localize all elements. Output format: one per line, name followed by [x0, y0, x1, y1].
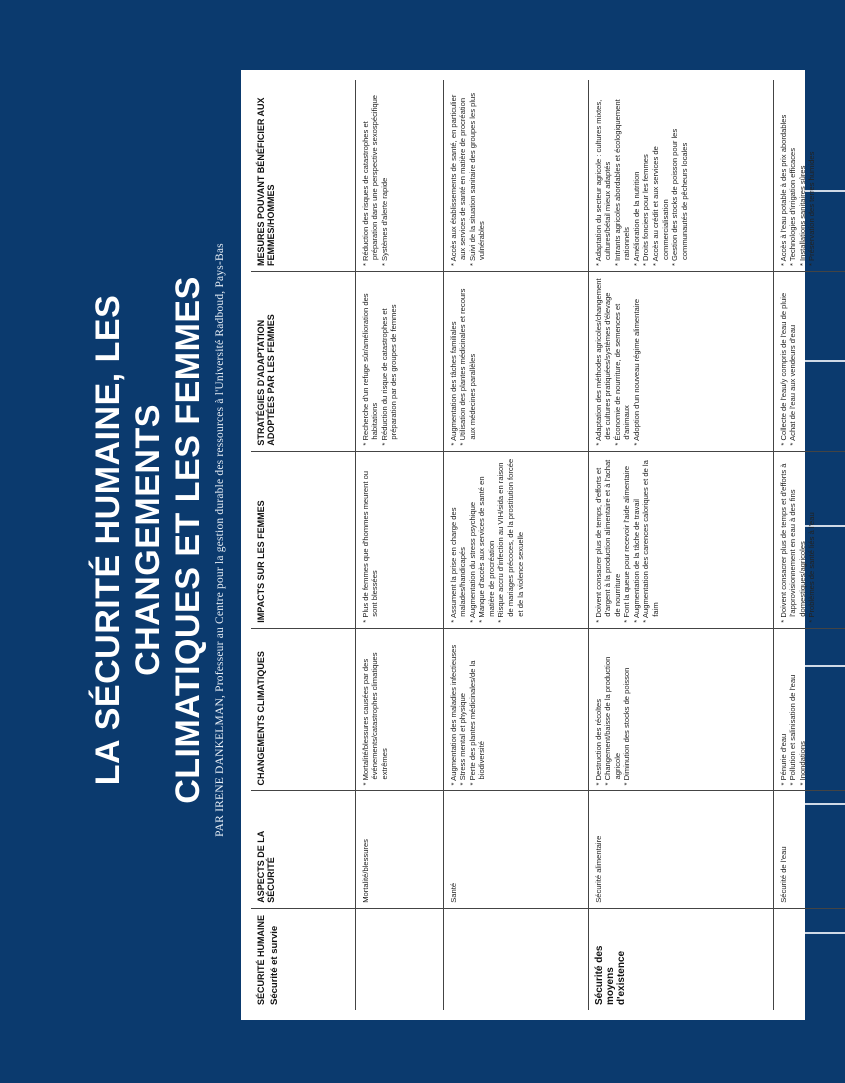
- list-item: * Accès aux établissements de santé, en particulier aux services de santé en matière de procréation: [449, 85, 468, 266]
- climate-list: [449, 634, 487, 786]
- header-strategies: STRATÉGIES D'ADAPTATION ADOPTÉES PAR LES FEMMES: [251, 272, 355, 452]
- list-item: * Recherche d'un refuge sûr/amélioration des habitations: [361, 277, 380, 446]
- list-item: * Problèmes de santé liés à l'eau: [807, 457, 817, 623]
- row-group-cell: Sécurité des moyens d'existence: [588, 908, 773, 1010]
- climate-cell: [355, 628, 443, 791]
- measures-list: [594, 85, 690, 266]
- strategies-cell: [773, 272, 845, 452]
- list-item: * Accès au crédit et aux services de commercialisation: [651, 85, 670, 266]
- climate-cell: [773, 628, 845, 791]
- list-item: * Perte des plantes médicinales/de la biodiversité: [468, 634, 487, 786]
- header-impacts: IMPACTS SUR LES FEMMES: [251, 451, 355, 628]
- list-item: * Font la queue pour recevoir l'aide alimentaire: [622, 457, 632, 623]
- impacts-list: [594, 457, 661, 623]
- page-title-line2: CLIMATIQUES ET LES FEMMES: [169, 276, 207, 804]
- climate-cell: [588, 628, 773, 791]
- measures-cell: [355, 80, 443, 272]
- list-item: * Adoption d'un nouveau régime alimentaire: [632, 277, 642, 446]
- impacts-list: [779, 457, 817, 623]
- byline: PAR IRENE DANKELMAN, Professeur au Centre pour la gestion durable des ressources à l'Université Radboud, Pays-Bas: [214, 243, 226, 837]
- strategies-list: [449, 277, 478, 446]
- table-row: [773, 80, 845, 1010]
- list-item: * Technologies d'irrigation efficaces: [788, 85, 798, 266]
- measures-cell: [773, 80, 845, 272]
- header-measures: MESURES POUVANT BÉNÉFICIER AUX FEMMES/HOMMES: [251, 80, 355, 272]
- aspect-cell: Sécurité alimentaire: [588, 791, 773, 908]
- strategies-list: [779, 277, 798, 446]
- list-item: * Réduction des risques de catastrophes et préparation dans une perspective sexospécifique: [361, 85, 380, 266]
- list-item: * Doivent consacrer plus de temps et d'efforts à l'approvisionnement en eau à des fins domestiques/agricoles: [779, 457, 808, 623]
- list-item: * Augmentation des maladies infectieuses: [449, 634, 459, 786]
- list-item: * Accès à l'eau potable à des prix abordables: [779, 85, 789, 266]
- header-col1-sub: Sécurité et survie: [269, 925, 280, 1005]
- table-row: [588, 80, 773, 1010]
- list-item: * Droits fonciers pour les femmes: [641, 85, 651, 266]
- strategies-cell: [355, 272, 443, 452]
- impacts-cell: [443, 451, 588, 628]
- list-item: * Intrants agricoles abordables et écologiquement rationnels: [613, 85, 632, 266]
- list-item: * Changement/baisse de la production agricole: [603, 634, 622, 786]
- list-item: * Installations sanitaires sûres: [798, 85, 808, 266]
- list-item: * Collecte de l'eau/y compris de l'eau de pluie: [779, 277, 789, 446]
- climate-list: [361, 634, 390, 786]
- impacts-cell: [773, 451, 845, 628]
- aspect-cell: Sécurité de l'eau: [773, 791, 845, 908]
- table-row: [443, 80, 588, 1010]
- list-item: * Plus de femmes que d'hommes meurent ou sont blessées: [361, 457, 380, 623]
- list-item: * Augmentation des tâches familiales: [449, 277, 459, 446]
- list-item: * Utilisation des plantes médicinales et recours aux médecines parallèles: [458, 277, 477, 446]
- list-item: * Amélioration de la nutrition: [632, 85, 642, 266]
- list-item: * Pollution et salinisation de l'eau: [788, 634, 798, 786]
- header-climate-change: CHANGEMENTS CLIMATIQUES: [251, 628, 355, 791]
- row-group-cell: [443, 908, 588, 1010]
- list-item: * Gestion des stocks de poisson pour les communautés de pêcheurs locales: [670, 85, 689, 266]
- impacts-list: [361, 457, 380, 623]
- impacts-list: [449, 457, 526, 623]
- list-item: * Manque d'accès aux services de santé en matière de procréation: [477, 457, 496, 623]
- content-panel: [241, 70, 817, 1020]
- list-item: * Suivi de la situation sanitaire des groupes les plus vulnérables: [468, 85, 487, 266]
- list-item: * Augmentation du stress psychique: [468, 457, 478, 623]
- security-table: [251, 80, 845, 1010]
- table-header-row: [251, 80, 355, 1010]
- list-item: * Augmentation de la tâche de travail: [632, 457, 642, 623]
- list-item: * Inondations: [798, 634, 808, 786]
- strategies-list: [361, 277, 399, 446]
- aspect-cell: Mortalité/blessures: [355, 791, 443, 908]
- list-item: * Préservation des terres humides: [807, 85, 817, 266]
- table-wrapper: [241, 70, 817, 1020]
- measures-list: [779, 85, 817, 266]
- list-item: * Destruction des récoltes: [594, 634, 604, 786]
- impacts-cell: [588, 451, 773, 628]
- strategies-list: [594, 277, 642, 446]
- impacts-cell: [355, 451, 443, 628]
- measures-list: [361, 85, 390, 266]
- list-item: * Augmentation des carences caloriques et de la faim: [641, 457, 660, 623]
- climate-list: [594, 634, 632, 786]
- header-human-security: [251, 908, 355, 1010]
- measures-list: [449, 85, 487, 266]
- list-item: * Doivent consacrer plus de temps, d'efforts et d'argent à la production alimentaire et à l'achat de nourriture: [594, 457, 623, 623]
- list-item: * Diminution des stocks de poisson: [622, 634, 632, 786]
- measures-cell: [588, 80, 773, 272]
- list-item: * Systèmes d'alerte rapide: [380, 85, 390, 266]
- table-row: [355, 80, 443, 1010]
- list-item: * Réduction du risque de catastrophes et préparation par des groupes de femmes: [380, 277, 399, 446]
- list-item: * Adaptation du secteur agricole : cultures mixtes, cultures/bétail mieux adaptés: [594, 85, 613, 266]
- climate-cell: [443, 628, 588, 791]
- list-item: * Mortalité/blessures causées par des événements/catastrophes climatiques extrêmes: [361, 634, 390, 786]
- header-col1-label: SÉCURITÉ HUMAINE: [256, 914, 266, 1005]
- list-item: * Économie de nourriture, de semences et d'animaux: [613, 277, 632, 446]
- page-title-line1: LA SÉCURITÉ HUMAINE, LES CHANGEMENTS: [89, 294, 167, 786]
- measures-cell: [443, 80, 588, 272]
- list-item: * Assument la prise en charge des malades/handicapés: [449, 457, 468, 623]
- list-item: * Adaptation des méthodes agricoles/changement des cultures pratiquées/systèmes d'élevage: [594, 277, 613, 446]
- aspect-cell: Santé: [443, 791, 588, 908]
- row-group-cell: [773, 908, 845, 1010]
- row-group-cell: [355, 908, 443, 1010]
- list-item: * Achat de l'eau aux vendeurs d'eau: [788, 277, 798, 446]
- list-item: * Stress mental et physique: [458, 634, 468, 786]
- header-security-aspects: ASPECTS DE LA SÉCURITÉ: [251, 791, 355, 908]
- list-item: * Risque accru d'infection au VIH/sida en raison de mariages précoces, de la prostitution forcée et de la violence sexuelle: [496, 457, 525, 623]
- strategies-cell: [443, 272, 588, 452]
- strategies-cell: [588, 272, 773, 452]
- list-item: * Pénurie d'eau: [779, 634, 789, 786]
- title-block: [88, 190, 238, 890]
- climate-list: [779, 634, 808, 786]
